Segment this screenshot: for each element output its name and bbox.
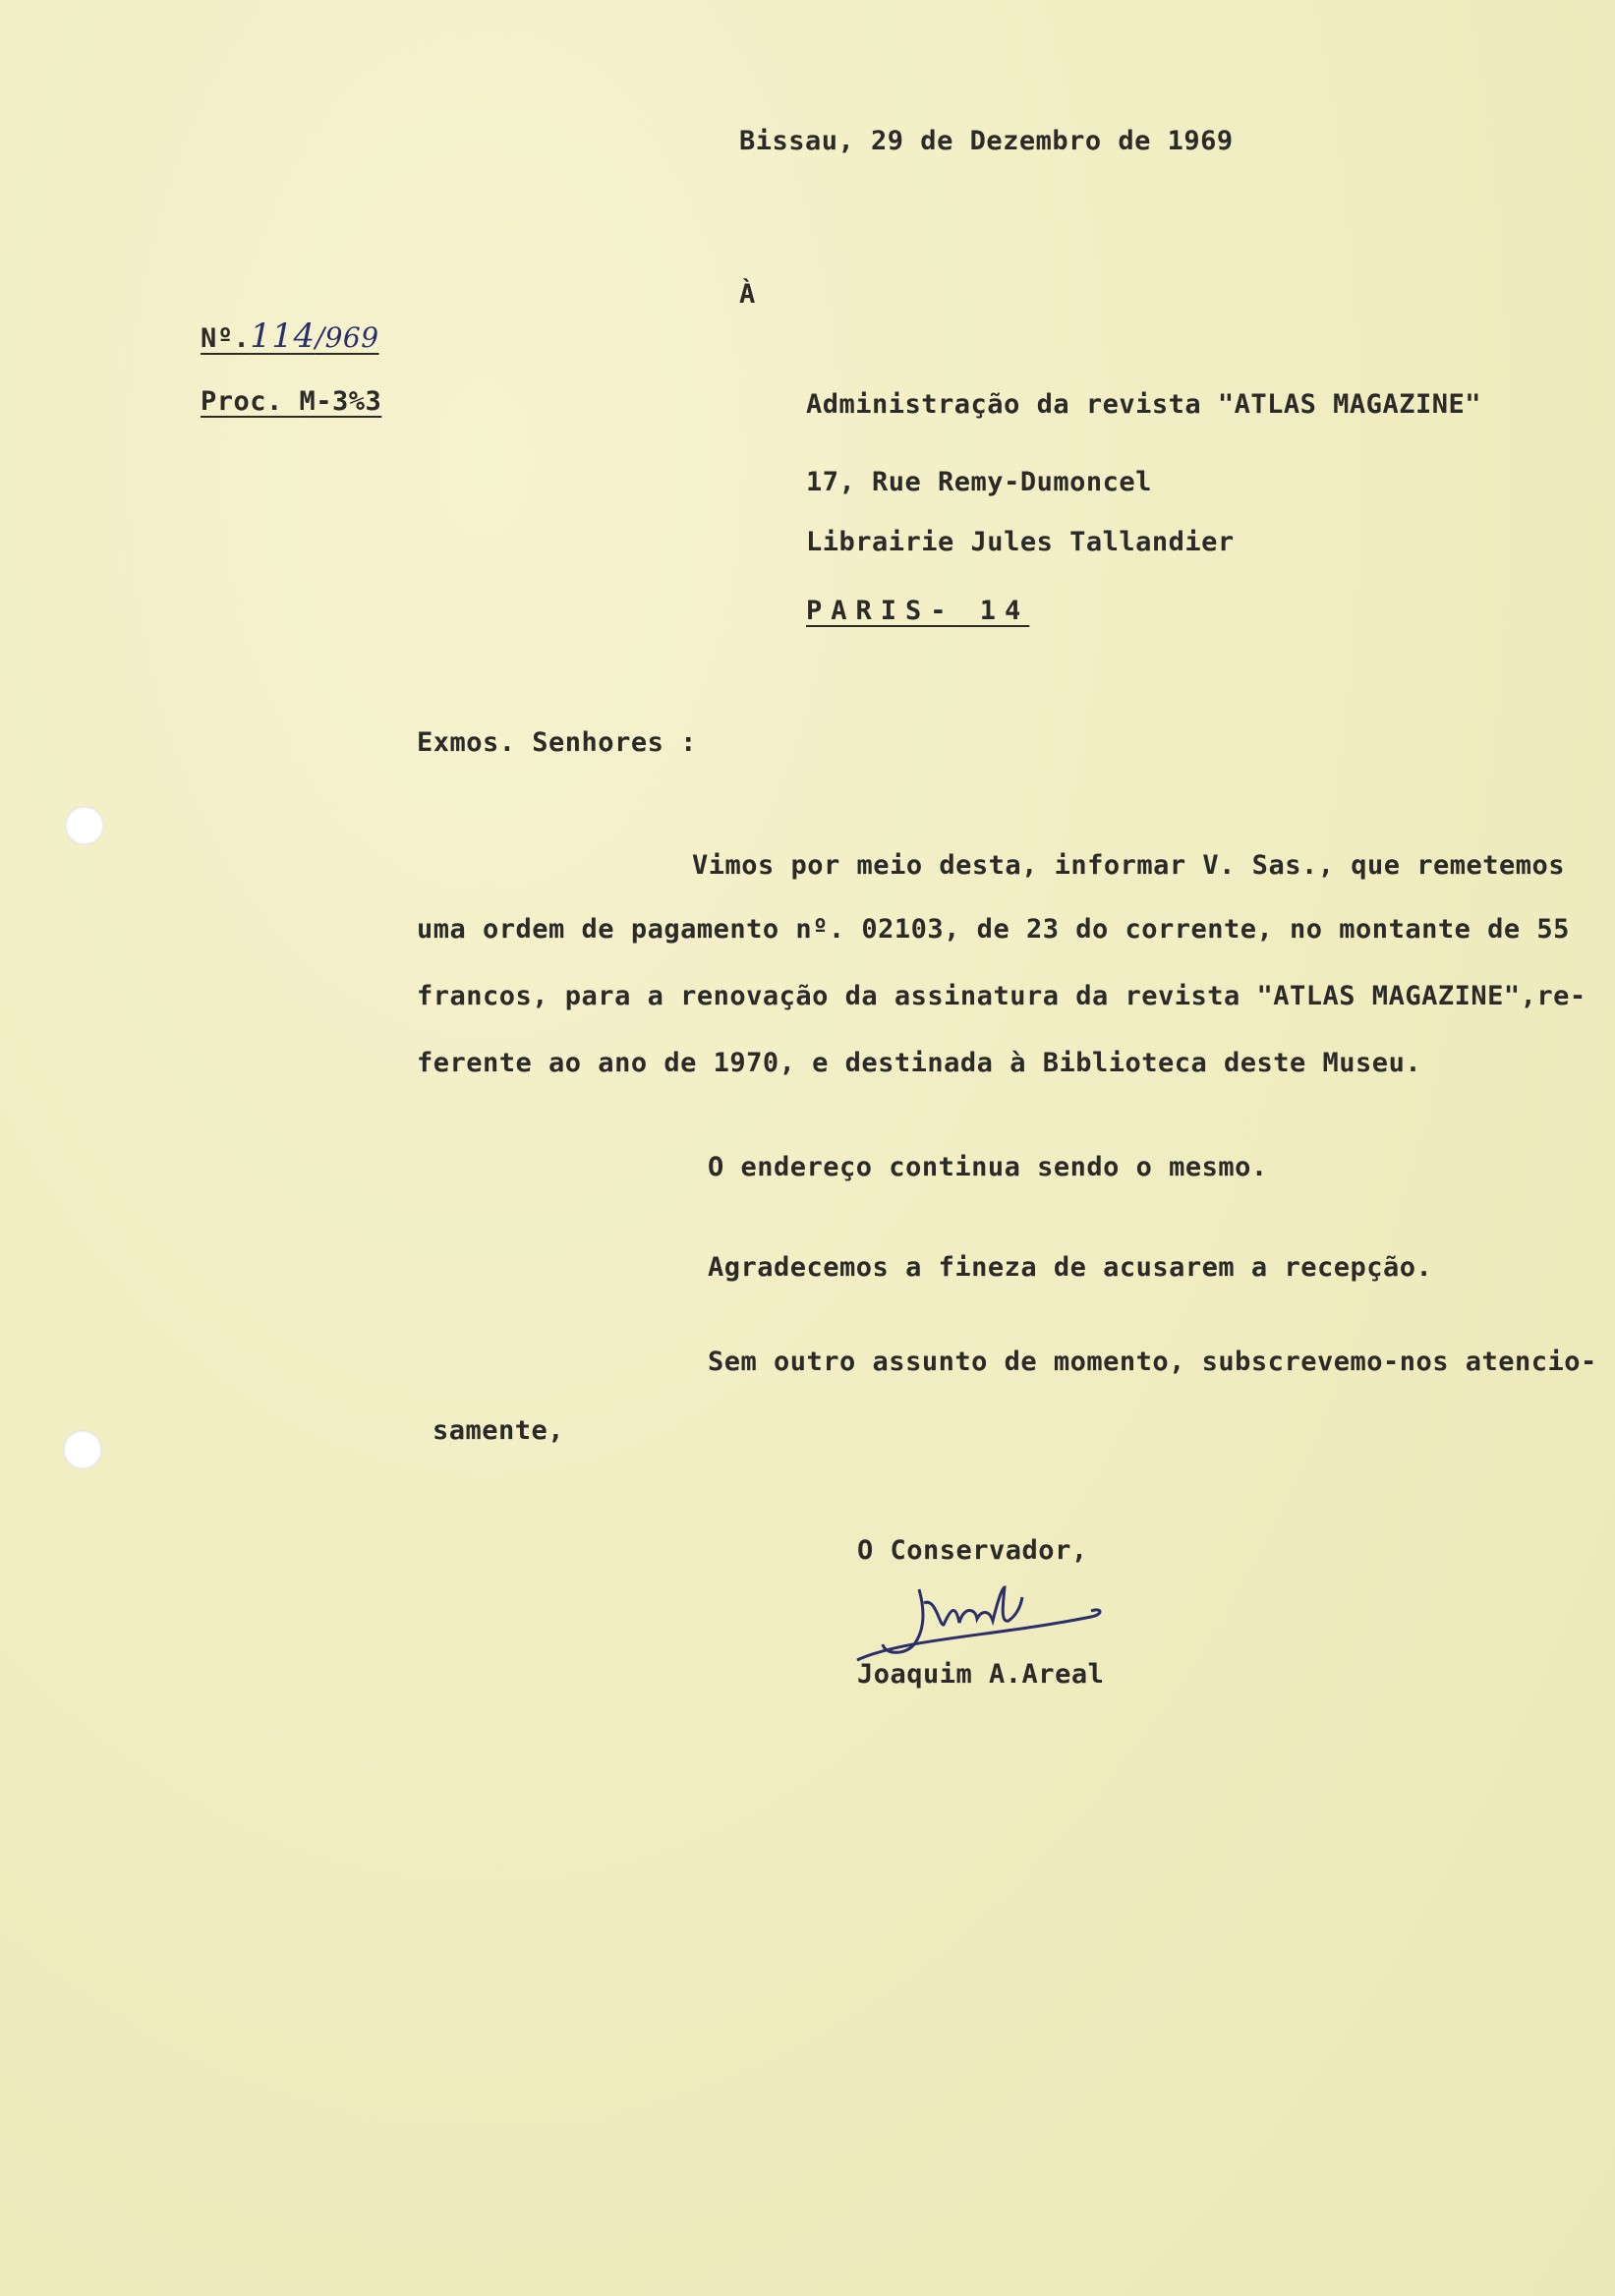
reference-number-year: /969: [315, 321, 379, 354]
reference-number-handwritten: 114: [250, 316, 316, 356]
reference-number: [201, 316, 379, 356]
salutation: Exmos. Senhores :: [417, 727, 697, 758]
punch-hole-top: [65, 806, 104, 845]
body-paragraph-1-line-3: francos, para a renovação da assinatura da revista "ATLAS MAGAZINE",re-: [417, 981, 1586, 1011]
body-paragraph-3: Agradecemos a fineza de acusarem a recepção.: [708, 1252, 1433, 1283]
addressee-a: À: [739, 279, 756, 310]
reference-number-prefix: Nº.: [201, 323, 251, 354]
recipient-city: PARIS- 14: [806, 596, 1030, 626]
recipient-line-3: Librairie Jules Tallandier: [806, 527, 1235, 557]
body-paragraph-4-line-2: samente,: [433, 1415, 565, 1446]
punch-hole-bottom: [63, 1430, 102, 1469]
process-reference: Proc. M-3%3: [201, 386, 382, 417]
body-paragraph-1-line-2: uma ordem de pagamento nº. 02103, de 23 do corrente, no montante de 55: [417, 914, 1570, 945]
recipient-line-2: 17, Rue Remy-Dumoncel: [806, 467, 1152, 497]
place-date: Bissau, 29 de Dezembro de 1969: [739, 126, 1234, 156]
body-paragraph-4-line-1: Sem outro assunto de momento, subscrevemo-nos atencio-: [708, 1347, 1597, 1377]
signatory-name: Joaquim A.Areal: [857, 1659, 1105, 1690]
recipient-line-1: Administração da revista "ATLAS MAGAZINE": [806, 389, 1481, 420]
body-paragraph-2: O endereço continua sendo o mesmo.: [708, 1152, 1268, 1182]
body-paragraph-1-line-1: Vimos por meio desta, informar V. Sas., que remetemos: [692, 850, 1566, 881]
body-paragraph-1-line-4: ferente ao ano de 1970, e destinada à Biblioteca deste Museu.: [417, 1048, 1422, 1078]
closing-title: O Conservador,: [857, 1535, 1088, 1566]
